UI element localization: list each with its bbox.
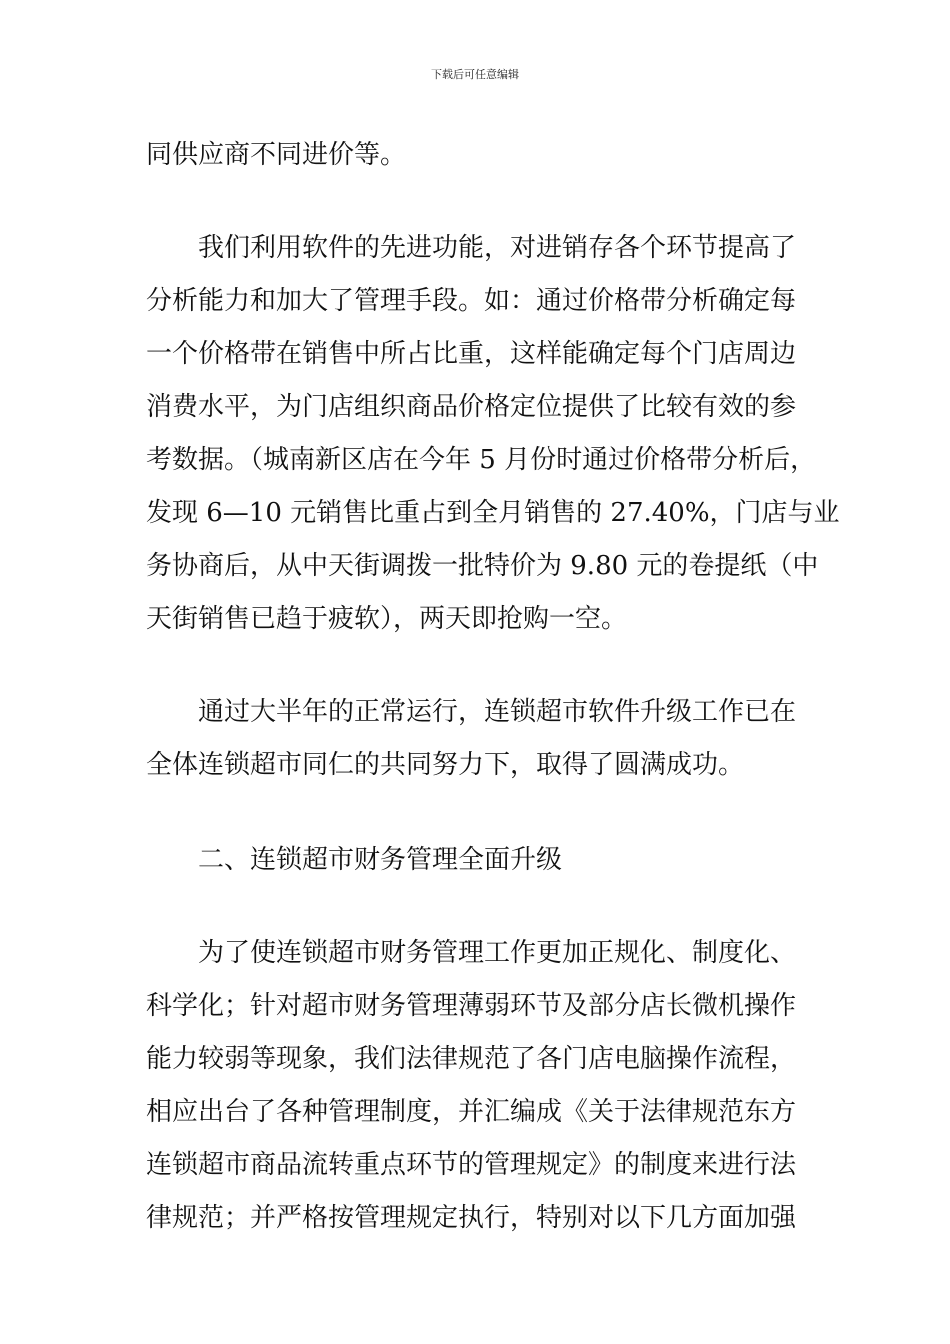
text-line: 连锁超市商品流转重点环节的管理规定》的制度来进行法 [146,1150,797,1180]
text-line: 消费水平，为门店组织商品价格定位提供了比较有效的参 [146,392,797,422]
paragraph-first-line: 通过大半年的正常运行，连锁超市软件升级工作已在 [198,697,797,727]
text-line: 发现 6—10 元销售比重占到全月销售的 27.40%，门店与业 [146,498,840,528]
text-line: 务协商后，从中天街调拨一批特价为 9.80 元的卷提纸（中 [146,551,819,581]
text-line: 能力较弱等现象，我们法律规范了各门店电脑操作流程， [146,1044,797,1074]
text-line: 同供应商不同进价等。 [146,140,407,170]
text-line: 科学化；针对超市财务管理薄弱环节及部分店长微机操作 [146,991,797,1021]
text-line: 一个价格带在销售中所占比重，这样能确定每个门店周边 [146,339,797,369]
text-line: 天街销售已趋于疲软），两天即抢购一空。 [146,604,628,634]
text-line: 律规范；并严格按管理规定执行，特别对以下几方面加强 [146,1203,797,1233]
paragraph-first-line: 我们利用软件的先进功能，对进销存各个环节提高了 [198,233,797,263]
section-heading: 二、连锁超市财务管理全面升级 [198,845,563,875]
text-line: 相应出台了各种管理制度，并汇编成《关于法律规范东方 [146,1097,797,1127]
paragraph-first-line: 为了使连锁超市财务管理工作更加正规化、制度化、 [198,938,797,968]
text-line: 分析能力和加大了管理手段。如：通过价格带分析确定每 [146,286,797,316]
page-header-note: 下载后可任意编辑 [431,68,519,81]
text-line: 考数据。（城南新区店在今年 5 月份时通过价格带分析后， [146,445,817,475]
text-line: 全体连锁超市同仁的共同努力下，取得了圆满成功。 [146,750,745,780]
